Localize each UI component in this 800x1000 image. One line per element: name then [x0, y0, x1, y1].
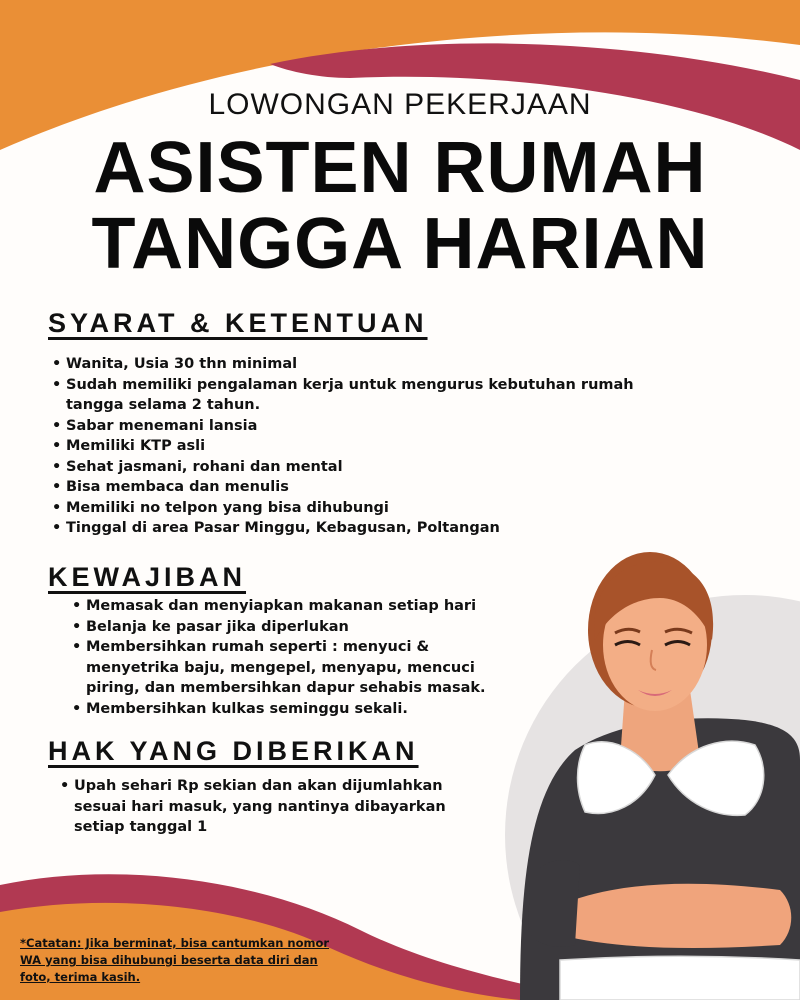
syarat-item: • Sabar menemani lansia	[50, 416, 680, 437]
hak-list	[58, 776, 463, 838]
syarat-item: • Sudah memiliki pengalaman kerja untuk mengurus kebutuhan rumah tangga selama 2 tahun.	[50, 375, 680, 416]
syarat-heading: SYARAT & KETENTUAN	[48, 308, 428, 338]
syarat-item: • Memiliki no telpon yang bisa dihubungi	[50, 498, 680, 519]
kewajiban-item: • Membersihkan kulkas seminggu sekali.	[70, 699, 525, 720]
syarat-item: • Bisa membaca dan menulis	[50, 477, 680, 498]
syarat-list	[50, 354, 680, 539]
syarat-item: • Memiliki KTP asli	[50, 436, 680, 457]
kewajiban-heading: KEWAJIBAN	[48, 562, 247, 592]
footer-note: *Catatan: Jika berminat, bisa cantumkan nomor WA yang bisa dihubungi beserta data diri dan foto, terima kasih.	[20, 936, 330, 984]
title-line-2: TANGGA HARIAN	[91, 204, 709, 284]
kewajiban-item: • Belanja ke pasar jika diperlukan	[70, 617, 525, 638]
title-line-1: ASISTEN RUMAH	[93, 128, 707, 208]
kewajiban-item: • Membersihkan rumah seperti : menyuci & menyetrika baju, mengepel, menyapu, mencuci piring, dan membersihkan dapur sehabis masak.	[70, 637, 525, 699]
syarat-item: • Tinggal di area Pasar Minggu, Kebagusan, Poltangan	[50, 518, 680, 539]
maid-sleeve	[528, 860, 580, 947]
hak-item: • Upah sehari Rp sekian dan akan dijumlahkan sesuai hari masuk, yang nantinya dibayarkan setiap tanggal 1	[58, 776, 463, 838]
maid-apron	[560, 956, 800, 1000]
kewajiban-list	[70, 596, 525, 719]
subtitle: LOWONGAN PEKERJAAN	[208, 88, 592, 121]
kewajiban-item: • Memasak dan menyiapkan makanan setiap hari	[70, 596, 525, 617]
page-title	[0, 130, 800, 282]
hak-heading: HAK YANG DIBERIKAN	[48, 736, 419, 766]
syarat-item: • Sehat jasmani, rohani dan mental	[50, 457, 680, 478]
syarat-item: • Wanita, Usia 30 thn minimal	[50, 354, 680, 375]
